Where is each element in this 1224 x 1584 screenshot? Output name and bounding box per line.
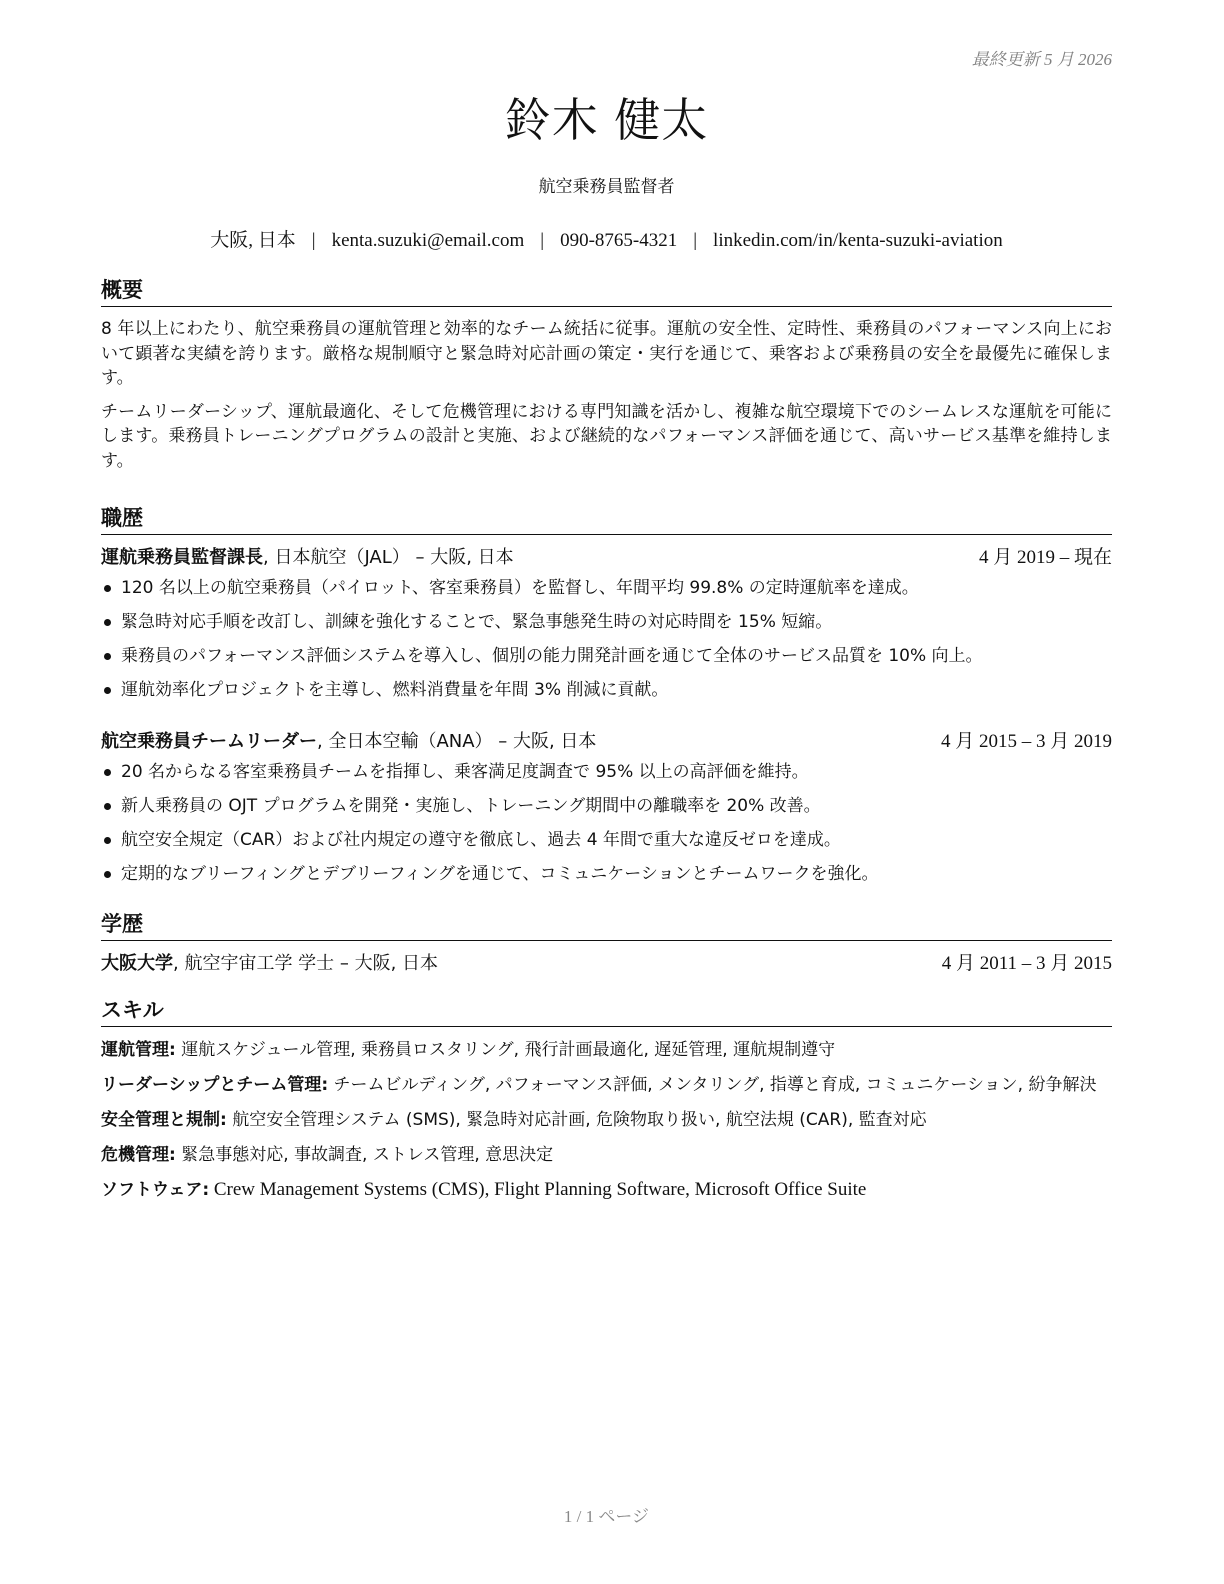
skill-label: リーダーシップとチーム管理: — [101, 1075, 329, 1095]
skill-label: 安全管理と規制: — [101, 1110, 227, 1130]
job-org: , 日本航空（JAL） – 大阪, 日本 — [263, 547, 514, 568]
skill-label: 危機管理: — [101, 1145, 176, 1165]
resume-page — [101, 0, 1112, 1584]
job-role: 運航乗務員監督課長 — [101, 547, 263, 568]
job-bullet: 緊急時対応手順を改訂し、訓練を強化することで、緊急事態発生時の対応時間を 15% 短縮。 — [101, 605, 1112, 639]
job-bullet: 定期的なブリーフィングとデブリーフィングを通じて、コミュニケーションとチームワークを強化。 — [101, 857, 1112, 891]
skill-line — [101, 1107, 1112, 1133]
skill-value: 航空安全管理システム (SMS), 緊急時対応計画, 危険物取り扱い, 航空法規 (CAR), 監査対応 — [226, 1110, 927, 1130]
skill-value: 緊急事態対応, 事故調査, ストレス管理, 意思決定 — [175, 1145, 554, 1165]
job-header — [101, 545, 1112, 571]
section-title-education: 学歴 — [101, 910, 1112, 941]
summary-section — [101, 276, 1112, 482]
job-bullets — [101, 755, 1112, 891]
skill-line — [101, 1142, 1112, 1168]
contact-separator: | — [540, 230, 545, 251]
job-dates: 4 月 2019 – 現在 — [978, 547, 1112, 568]
section-title-skills: スキル — [101, 996, 1112, 1027]
job-header — [101, 729, 1112, 755]
education-dates: 4 月 2011 – 3 月 2015 — [941, 953, 1112, 974]
job-dates: 4 月 2015 – 3 月 2019 — [940, 731, 1112, 752]
skill-line — [101, 1177, 1112, 1203]
contact-separator: | — [311, 230, 316, 251]
school-name: 大阪大学 — [101, 953, 173, 974]
contact-linkedin[interactable]: linkedin.com/in/kenta-suzuki-aviation — [713, 230, 1003, 251]
section-title-summary: 概要 — [101, 276, 1112, 307]
job-bullet: 乗務員のパフォーマンス評価システムを導入し、個別の能力開発計画を通じて全体のサービス品質を 10% 向上。 — [101, 639, 1112, 673]
skill-value: チームビルディング, パフォーマンス評価, メンタリング, 指導と育成, コミュニケーション, 紛争解決 — [328, 1075, 1097, 1095]
skill-line — [101, 1037, 1112, 1063]
job-org: , 全日本空輸（ANA） – 大阪, 日本 — [317, 731, 597, 752]
job-bullet: 航空安全規定（CAR）および社内規定の遵守を徹底し、過去 4 年間で重大な違反ゼロを達成。 — [101, 823, 1112, 857]
skill-line — [101, 1072, 1112, 1098]
job-bullet: 運航効率化プロジェクトを主導し、燃料消費量を年間 3% 削減に貢献。 — [101, 673, 1112, 707]
job-entry — [101, 729, 1112, 891]
skills-section — [101, 996, 1112, 1212]
education-entry — [101, 951, 1112, 977]
skill-label: ソフトウェア: — [101, 1180, 210, 1200]
contact-line — [101, 225, 1112, 252]
summary-paragraph: チームリーダーシップ、運航最適化、そして危機管理における専門知識を活かし、複雑な航空環境下でのシームレスな運航を可能にします。乗務員トレーニングプログラムの設計と実施、および継続的なパフォーマンス評価を通じて、高いサービス基準を維持します。 — [101, 401, 1112, 471]
job-title: 航空乗務員監督者 — [538, 177, 675, 197]
experience-section — [101, 504, 1112, 891]
summary-paragraph: 8 年以上にわたり、航空乗務員の運航管理と効率的なチーム統括に従事。運航の安全性、定時性、乗務員のパフォーマンス向上において顕著な実績を誇ります。厳格な規制順守と緊急時対応計画の策定・実行を通じて、乗客および乗務員の安全を最優先に確保します。 — [101, 319, 1112, 388]
job-bullet: 120 名以上の航空乗務員（パイロット、客室乗務員）を監督し、年間平均 99.8% の定時運航率を達成。 — [101, 571, 1112, 605]
skill-value: 運航スケジュール管理, 乗務員ロスタリング, 飛行計画最適化, 遅延管理, 運航規制遵守 — [175, 1040, 836, 1060]
contact-email[interactable]: kenta.suzuki@email.com — [331, 230, 525, 251]
candidate-name: 鈴木 健太 — [504, 93, 709, 147]
contact-phone: 090-8765-4321 — [560, 230, 678, 251]
education-section — [101, 910, 1112, 977]
job-role: 航空乗務員チームリーダー — [101, 731, 317, 752]
skill-value: Crew Management Systems (CMS), Flight Planning Software, Microsoft Office Suite — [209, 1179, 867, 1200]
job-bullet: 20 名からなる客室乗務員チームを指揮し、乗客満足度調査で 95% 以上の高評価を維持。 — [101, 755, 1112, 789]
contact-location: 大阪, 日本 — [210, 230, 296, 251]
job-entry — [101, 545, 1112, 707]
contact-separator: | — [693, 230, 698, 251]
section-title-experience: 職歴 — [101, 504, 1112, 535]
last-updated: 最終更新 5 月 2026 — [971, 50, 1112, 69]
job-bullets — [101, 571, 1112, 707]
page-number: 1 / 1 ページ — [563, 1507, 650, 1526]
education-detail: , 航空宇宙工学 学士 – 大阪, 日本 — [173, 953, 439, 974]
skill-label: 運航管理: — [101, 1040, 176, 1060]
job-bullet: 新人乗務員の OJT プログラムを開発・実施し、トレーニング期間中の離職率を 20% 改善。 — [101, 789, 1112, 823]
